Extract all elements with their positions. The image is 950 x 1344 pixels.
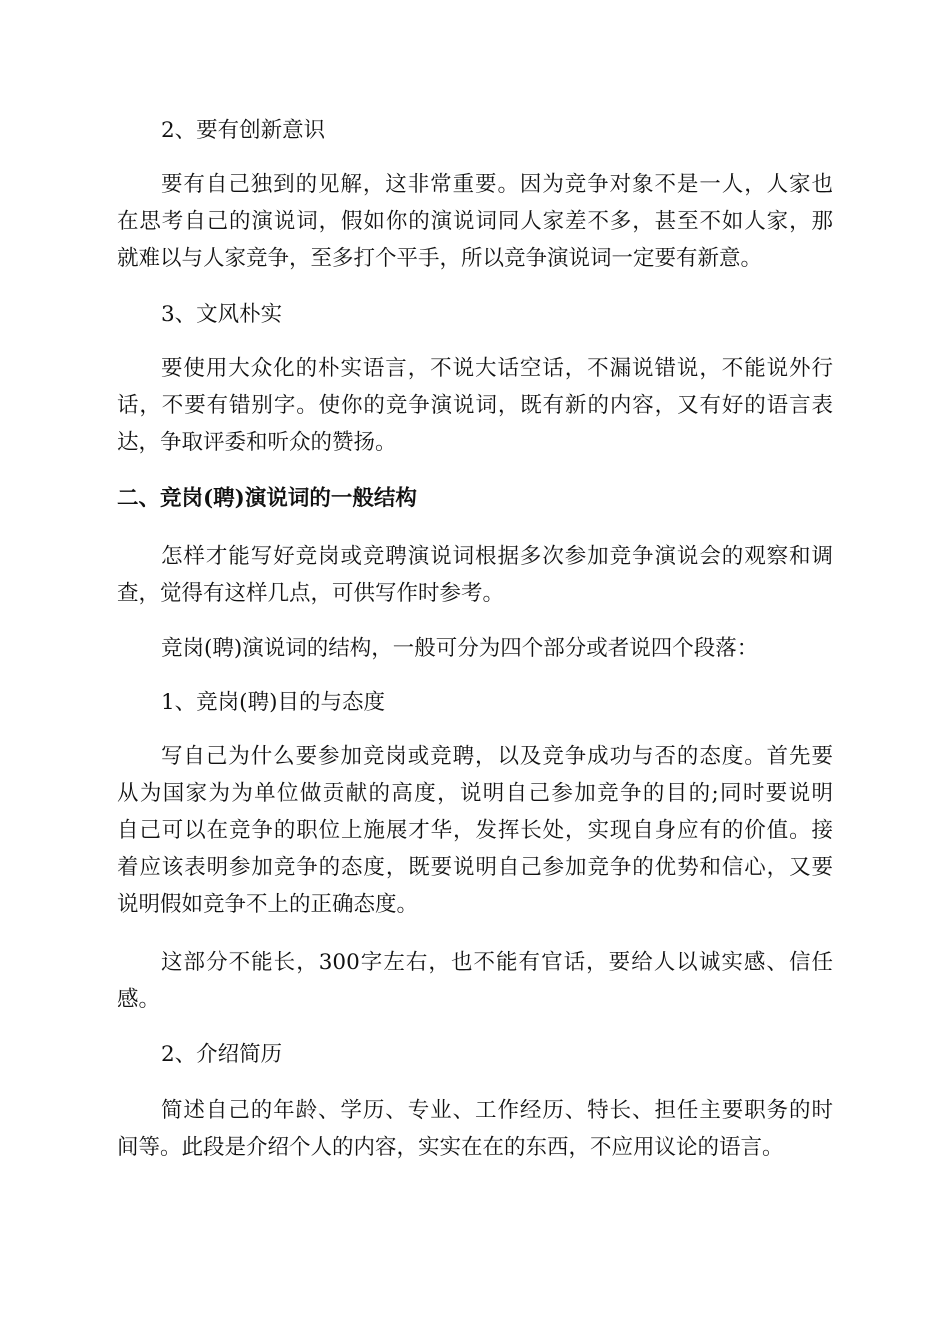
text-line: 就难以与人家竞争，至多打个平手，所以竞争演说词一定要有新意。 bbox=[117, 246, 763, 271]
text-line: 达，争取评委和听众的赞扬。 bbox=[117, 430, 397, 455]
paragraph-plain-style bbox=[117, 350, 833, 461]
text-line: 2、要有创新意识 bbox=[161, 118, 326, 143]
text-line: 在思考自己的演说词，假如你的演说词同人家差不多，甚至不如人家，那 bbox=[117, 209, 833, 234]
paragraph-purpose bbox=[117, 738, 833, 923]
text-line: 怎样才能写好竞岗或竞聘演说词根据多次参加竞争演说会的观察和调 bbox=[161, 544, 833, 569]
text-line: 说明假如竞争不上的正确态度。 bbox=[117, 892, 419, 917]
paragraph-resume bbox=[117, 1092, 833, 1166]
text-line: 2、介绍简历 bbox=[161, 1042, 283, 1067]
text-line: 二、竞岗(聘)演说词的一般结构 bbox=[117, 486, 417, 511]
text-line: 1、竞岗(聘)目的与态度 bbox=[161, 690, 385, 715]
text-line: 要使用大众化的朴实语言，不说大话空话，不漏说错说，不能说外行 bbox=[161, 356, 833, 381]
text-line: 写自己为什么要参加竞岗或竞聘，以及竞争成功与否的态度。首先要 bbox=[161, 744, 833, 769]
section-heading bbox=[117, 480, 833, 517]
text-line: 自己可以在竞争的职位上施展才华，发挥长处，实现自身应有的价值。接 bbox=[117, 818, 833, 843]
subheading-plain-style bbox=[117, 296, 833, 333]
text-line: 要有自己独到的见解，这非常重要。因为竞争对象不是一人，人家也 bbox=[161, 172, 833, 197]
text-line: 竞岗(聘)演说词的结构，一般可分为四个部分或者说四个段落： bbox=[161, 636, 759, 661]
text-line: 从为国家为为单位做贡献的高度，说明自己参加竞争的目的;同时要说明 bbox=[117, 781, 833, 806]
text-line: 这部分不能长，300字左右，也不能有官话，要给人以诚实感、信任 bbox=[161, 950, 833, 975]
paragraph-length bbox=[117, 944, 833, 1018]
text-line: 间等。此段是介绍个人的内容，实实在在的东西，不应用议论的语言。 bbox=[117, 1135, 784, 1160]
text-line: 简述自己的年龄、学历、专业、工作经历、特长、担任主要职务的时 bbox=[161, 1098, 833, 1123]
text-line: 查，觉得有这样几点，可供写作时参考。 bbox=[117, 581, 505, 606]
subheading-purpose bbox=[117, 684, 833, 721]
text-line: 3、文风朴实 bbox=[161, 302, 283, 327]
paragraph-innovation bbox=[117, 166, 833, 277]
text-line: 话，不要有错别字。使你的竞争演说词，既有新的内容，又有好的语言表 bbox=[117, 393, 833, 418]
subheading-resume bbox=[117, 1036, 833, 1073]
text-line: 着应该表明参加竞争的态度，既要说明自己参加竞争的优势和信心，又要 bbox=[117, 855, 833, 880]
text-line: 感。 bbox=[117, 987, 161, 1012]
subheading-innovation bbox=[117, 112, 833, 149]
paragraph-structure bbox=[117, 630, 833, 667]
paragraph-intro bbox=[117, 538, 833, 612]
